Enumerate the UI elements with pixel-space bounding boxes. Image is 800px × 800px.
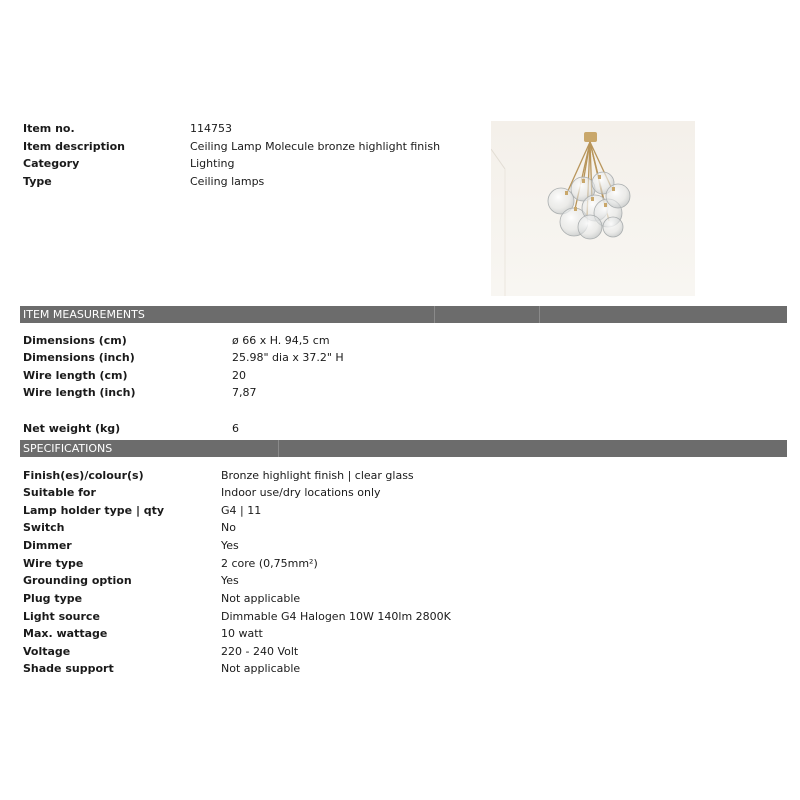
dimensions-cm-label: Dimensions (cm)	[23, 334, 127, 347]
net-weight-value: 6	[232, 422, 239, 435]
type-label: Type	[23, 175, 52, 188]
type-value: Ceiling lamps	[190, 175, 265, 188]
item-no-value: 114753	[190, 122, 232, 135]
dimensions-inch-value: 25.98" dia x 37.2" H	[232, 351, 344, 364]
net-weight-label: Net weight (kg)	[23, 422, 121, 435]
item-description-label: Item description	[23, 140, 125, 153]
suitable-for-value: Indoor use/dry locations only	[221, 486, 381, 499]
header-divider	[539, 306, 540, 323]
suitable-for-label: Suitable for	[23, 486, 96, 499]
measurements-heading: ITEM MEASUREMENTS	[23, 308, 145, 321]
shade-support-label: Shade support	[23, 662, 114, 675]
max-wattage-value: 10 watt	[221, 627, 263, 640]
wire-length-cm-label: Wire length (cm)	[23, 369, 128, 382]
voltage-value: 220 - 240 Volt	[221, 645, 299, 658]
specifications-header	[20, 440, 787, 457]
header-divider	[434, 306, 435, 323]
light-source-value: Dimmable G4 Halogen 10W 140lm 2800K	[221, 610, 451, 623]
switch-label: Switch	[23, 521, 65, 534]
item-no-label: Item no.	[23, 122, 75, 135]
grounding-value: Yes	[221, 574, 239, 587]
header-divider	[278, 440, 279, 457]
dimmer-value: Yes	[221, 539, 239, 552]
plug-type-label: Plug type	[23, 592, 83, 605]
max-wattage-label: Max. wattage	[23, 627, 108, 640]
wire-type-label: Wire type	[23, 557, 84, 570]
wire-length-inch-value: 7,87	[232, 386, 257, 399]
category-value: Lighting	[190, 157, 235, 170]
shade-support-value: Not applicable	[221, 662, 301, 675]
grounding-label: Grounding option	[23, 574, 132, 587]
wire-type-value: 2 core (0,75mm²)	[221, 557, 318, 570]
finish-label: Finish(es)/colour(s)	[23, 469, 144, 482]
wire-length-inch-label: Wire length (inch)	[23, 386, 136, 399]
measurements-header	[20, 306, 787, 323]
switch-value: No	[221, 521, 236, 534]
category-label: Category	[23, 157, 80, 170]
wire-length-cm-value: 20	[232, 369, 246, 382]
item-description-value: Ceiling Lamp Molecule bronze highlight finish	[190, 140, 441, 153]
voltage-label: Voltage	[23, 645, 71, 658]
plug-type-value: Not applicable	[221, 592, 301, 605]
dimensions-inch-label: Dimensions (inch)	[23, 351, 135, 364]
ceiling-lamp-molecule-photo	[491, 121, 695, 296]
finish-value: Bronze highlight finish | clear glass	[221, 469, 414, 482]
dimmer-label: Dimmer	[23, 539, 72, 552]
dimensions-cm-value: ø 66 x H. 94,5 cm	[232, 334, 330, 347]
lamp-holder-value: G4 | 11	[221, 504, 262, 517]
product-photo	[491, 121, 695, 296]
lamp-holder-label: Lamp holder type | qty	[23, 504, 165, 517]
light-source-label: Light source	[23, 610, 100, 623]
specifications-heading: SPECIFICATIONS	[23, 442, 113, 455]
